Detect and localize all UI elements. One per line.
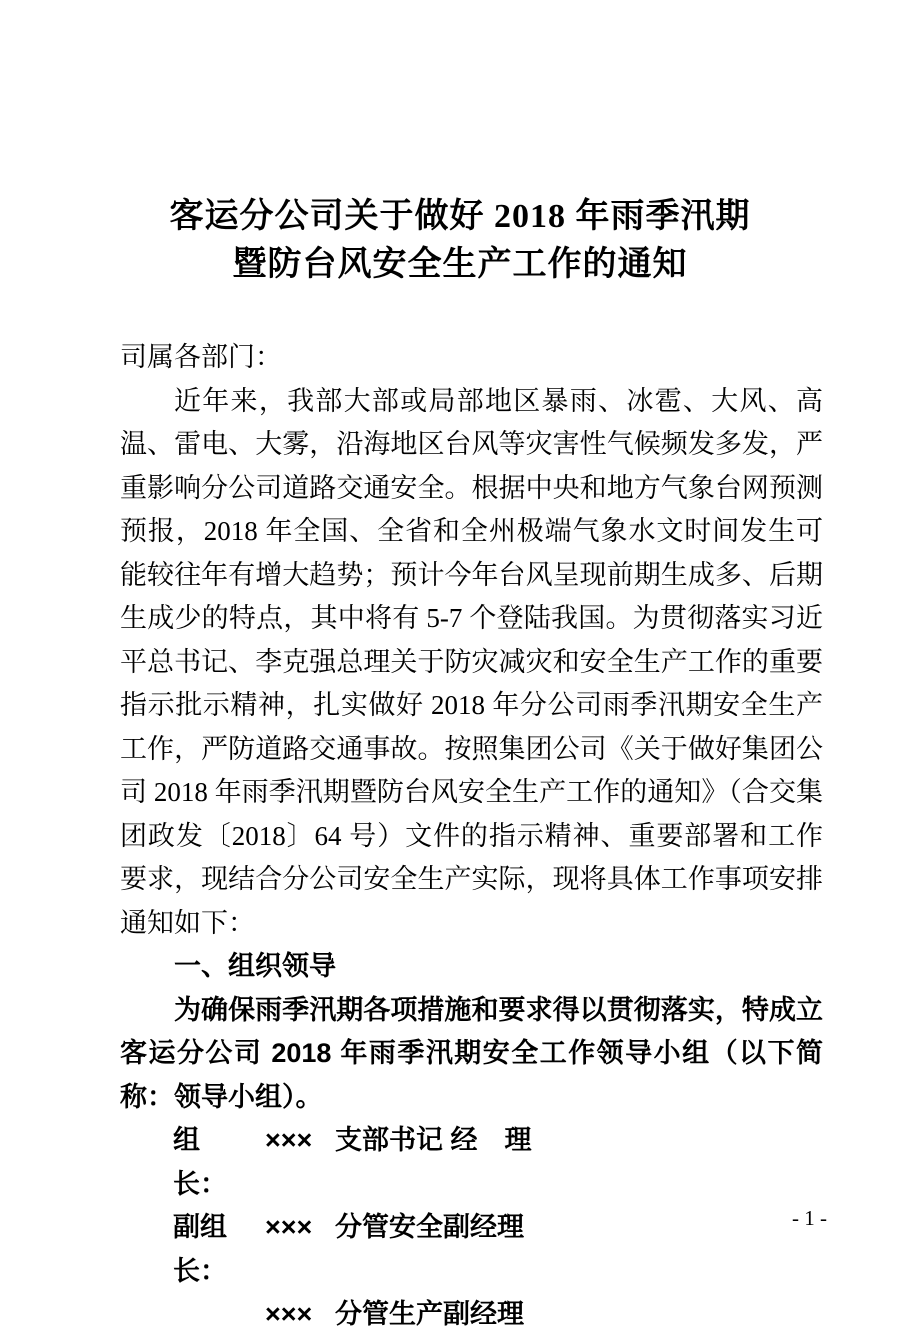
leader-role-label: 副组长： — [173, 1212, 227, 1286]
leader-job-title: 分管生产副经理 — [335, 1299, 524, 1329]
section-1-heading: 一、组织领导 — [174, 951, 336, 981]
leader-name-placeholder: ××× — [265, 1299, 313, 1329]
document-body — [120, 336, 823, 1337]
leader-role-label: 组 长： — [173, 1125, 227, 1199]
leader-row-deputy-1 — [120, 1206, 823, 1293]
section-1-paragraph: 为确保雨季汛期各项措施和要求得以贯彻落实，特成立客运分公司 2018 年雨季汛期安全工作领导小组（以下简称：领导小组）。 — [120, 994, 823, 1112]
salutation: 司属各部门： — [120, 342, 282, 372]
leader-job-title: 支部书记 经 理 — [335, 1125, 532, 1155]
title-line-1: 客运分公司关于做好 2018 年雨季汛期 — [169, 198, 751, 235]
leader-roster — [120, 1119, 823, 1337]
leader-name-placeholder: ××× — [265, 1212, 313, 1242]
leader-role-label — [173, 1293, 265, 1337]
leader-row-deputy-2 — [120, 1293, 823, 1337]
leader-row-group-leader — [120, 1119, 823, 1206]
leader-job-title: 分管安全副经理 — [335, 1212, 524, 1242]
document-title — [0, 0, 920, 289]
page-number: - 1 - — [792, 1206, 827, 1230]
title-line-2: 暨防台风安全生产工作的通知 — [232, 246, 688, 283]
intro-paragraph: 近年来，我部大部或局部地区暴雨、冰雹、大风、高温、雷电、大雾，沿海地区台风等灾害性气候频发多发，严重影响分公司道路交通安全。根据中央和地方气象台网预测预报，2018 年全国、全省和全州极端气象水文时间发生可能较往年有增大趋势；预计今年台风呈现前期生成多、后期生成少的特点，其中将有 5-7 个登陆我国。为贯彻落实习近平总书记、李克强总理关于防灾减灾和安全生产工作的重要指示批示精神，扎实做好 2018 年分公司雨季汛期安全生产工作，严防道路交通事故。按照集团公司《关于做好集团公司 2018 年雨季汛期暨防台风安全生产工作的通知》（合交集团政发〔2018〕64 号）文件的指示精神、重要部署和工作要求，现结合分公司安全生产实际，现将具体工作事项安排通知如下： — [120, 385, 823, 938]
leader-name-placeholder: ××× — [265, 1125, 313, 1155]
